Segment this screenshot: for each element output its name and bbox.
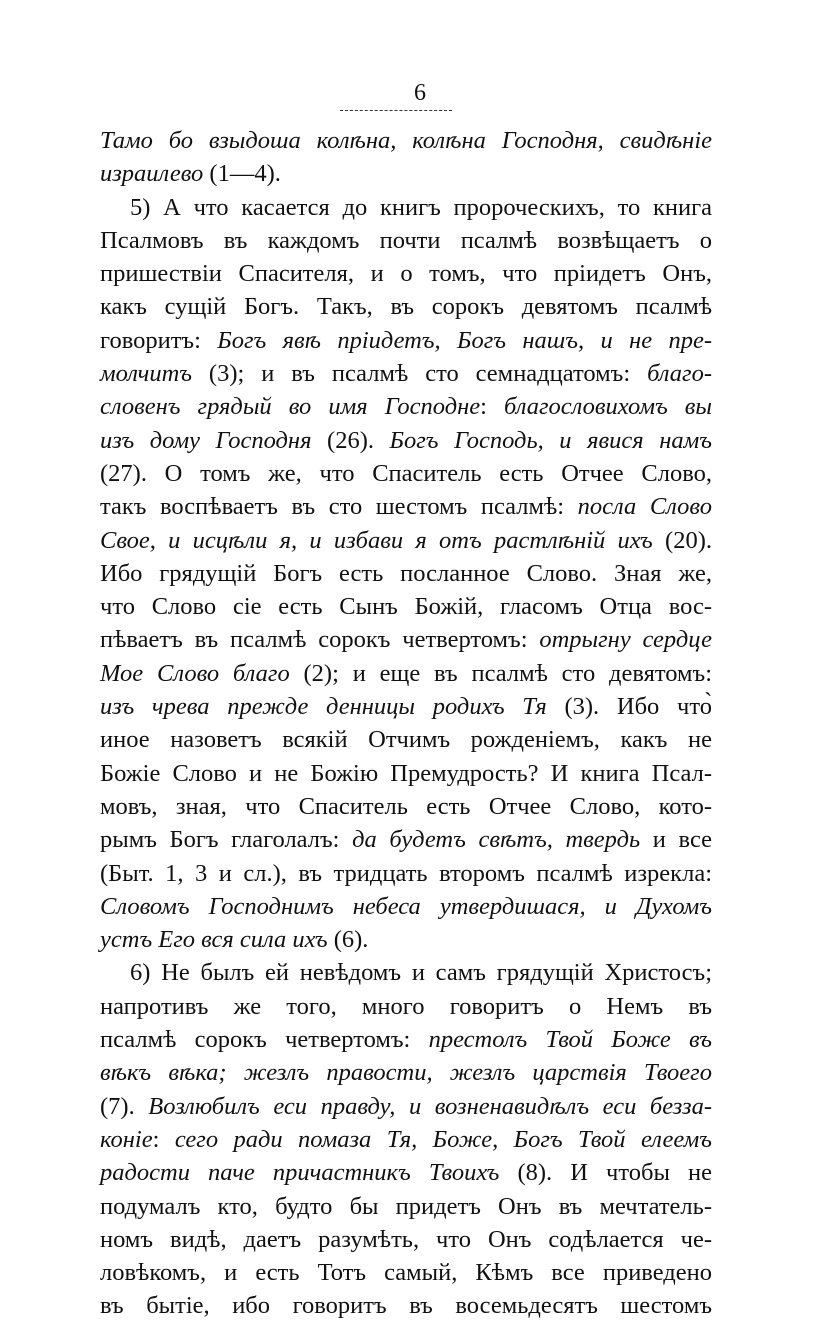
text-segment: (26). [311, 426, 390, 454]
text-line [100, 224, 712, 257]
italic-quote: посла Слово [577, 493, 712, 521]
text-line [100, 390, 712, 423]
italic-quote: устъ Его вся сила ихъ [100, 926, 328, 954]
italic-quote: сего ради помаза Тя, Боже, Богъ Твой елеемъ [174, 1125, 712, 1153]
italic-quote: отрыгну сердце [539, 626, 712, 654]
italic-quote: да будетъ свѣтъ, твердь [352, 826, 641, 854]
text-segment: (6). [327, 926, 369, 954]
text-segment: (27). О томъ же, что Спаситель есть Отчее Слово, [100, 459, 712, 487]
text-line [100, 956, 712, 989]
text-segment: въ бытіе, ибо говоритъ въ восемьдесятъ шестомъ [100, 1292, 712, 1320]
text-line [100, 723, 712, 756]
text-segment: такъ воспѣваетъ въ сто шестомъ псалмѣ: [100, 493, 578, 521]
text-segment: (7). [100, 1092, 149, 1120]
text-segment: подумалъ кто, будто бы придетъ Онъ въ мечтатель- [100, 1192, 712, 1220]
text-segment: пришествіи Спасителя, и о томъ, что пріидетъ Онъ, [100, 260, 712, 288]
text-segment: рымъ Богъ глаголалъ: [100, 826, 353, 854]
body-text [100, 124, 712, 1323]
text-segment: (Быт. 1, 3 и сл.), въ тридцать второмъ псалмѣ изрекла: [100, 859, 712, 887]
text-line [100, 1289, 712, 1322]
text-segment: говоритъ: [100, 326, 218, 354]
text-segment: (3). Ибо что̀ [546, 693, 712, 721]
italic-quote: изъ чрева прежде денницы родихъ Тя [100, 693, 547, 721]
text-segment: (2); и еще въ псалмѣ сто девятомъ: [289, 659, 712, 687]
text-segment: иное назоветъ всякій Отчимъ рожденіемъ, какъ не [100, 726, 712, 754]
italic-quote: Свое, и исцѣли я, и избави я отъ растлѣній ихъ [100, 526, 653, 554]
text-line [100, 657, 712, 690]
text-line [100, 157, 712, 190]
italic-quote: Тамо бо взыдоша колѣна, колѣна Господня, свидѣніе [100, 127, 712, 154]
text-line [100, 124, 712, 157]
page-number: 6 [414, 80, 426, 106]
italic-quote: Возлюбилъ еси правду, и возненавидѣлъ еси безза- [148, 1092, 712, 1120]
text-line [100, 1190, 712, 1223]
text-line [100, 1123, 712, 1156]
text-line [100, 1223, 712, 1256]
text-line [100, 1156, 712, 1189]
italic-quote: престолъ Твой Боже въ [428, 1026, 712, 1054]
text-segment: и все [640, 826, 712, 854]
text-line [100, 1056, 712, 1089]
text-segment: 5) А что касается до книгъ пророческихъ, то книга [130, 193, 712, 221]
text-segment: что Слово сіе есть Сынъ Божій, гласомъ Отца вос- [100, 593, 712, 621]
text-line [100, 890, 712, 923]
text-line [100, 757, 712, 790]
text-line [100, 290, 712, 323]
italic-quote: радости паче причастникъ Твоихъ [100, 1159, 500, 1187]
text-line [100, 257, 712, 290]
text-segment: псалмѣ сорокъ четвертомъ: [100, 1026, 429, 1054]
text-line [100, 524, 712, 557]
text-segment: (1—4). [203, 160, 281, 188]
text-segment: напротивъ же того, много говоритъ о Немъ въ [100, 992, 712, 1020]
text-line [100, 790, 712, 823]
italic-quote: коніе [100, 1125, 153, 1153]
text-line [100, 1256, 712, 1289]
italic-quote: Богъ явѣ пріидетъ, Богъ нашъ, и не пре- [217, 326, 712, 354]
text-segment: какъ сущій Богъ. Такъ, въ сорокъ девятомъ псалмѣ [100, 293, 712, 321]
text-segment: : [152, 1125, 175, 1153]
header-rule [340, 110, 452, 111]
italic-quote: Богъ Господь, и явися намъ [389, 426, 712, 454]
italic-quote: благо- [647, 360, 712, 388]
text-line [100, 857, 712, 890]
text-line [100, 490, 712, 523]
text-segment: Божіе Слово и не Божію Премудрость? И книга Псал- [100, 759, 712, 787]
text-segment: (20). [652, 526, 712, 554]
italic-quote: израилево [100, 160, 204, 188]
text-segment: 6) Не былъ ей невѣдомъ и самъ грядущій Христосъ; [130, 959, 712, 987]
text-segment: (8). И чтобы не [499, 1159, 712, 1187]
italic-quote: вѣкъ вѣка; жезлъ правости, жезлъ царствія Твоего [100, 1059, 712, 1087]
text-segment: Псалмовъ въ каждомъ почти псалмѣ возвѣщаетъ о [100, 226, 712, 254]
italic-quote: Словомъ Господнимъ небеса утвердишася, и Духомъ [100, 892, 712, 920]
text-line [100, 457, 712, 490]
text-line [100, 923, 712, 956]
italic-quote: Мое Слово благо [100, 659, 290, 687]
text-line [100, 823, 712, 856]
italic-quote: словенъ грядый во имя Господне [100, 393, 481, 421]
text-line [100, 191, 712, 224]
text-segment: номъ видѣ, даетъ разумѣть, что Онъ содѣлается че- [100, 1225, 712, 1253]
text-segment: (3); и въ псалмѣ сто семнадцатомъ: [191, 360, 648, 388]
text-line [100, 1090, 712, 1123]
italic-quote: благословихомъ вы [504, 393, 713, 421]
text-line [100, 623, 712, 656]
text-segment: пѣваетъ въ псалмѣ сорокъ четвертомъ: [100, 626, 540, 654]
text-line [100, 424, 712, 457]
text-line [100, 690, 712, 723]
italic-quote: молчитъ [100, 360, 192, 388]
text-segment: : [480, 393, 505, 421]
text-segment: мовъ, зная, что Спаситель есть Отчее Слово, кото- [100, 792, 712, 820]
text-segment: ловѣкомъ, и есть Тотъ самый, Кѣмъ все приведено [100, 1259, 712, 1287]
italic-quote: изъ дому Господня [100, 426, 312, 454]
text-line [100, 357, 712, 390]
text-line [100, 324, 712, 357]
text-segment: Ибо грядущій Богъ есть посланное Слово. Зная же, [100, 559, 712, 587]
text-line [100, 557, 712, 590]
text-line [100, 590, 712, 623]
text-line [100, 1023, 712, 1056]
text-line [100, 990, 712, 1023]
